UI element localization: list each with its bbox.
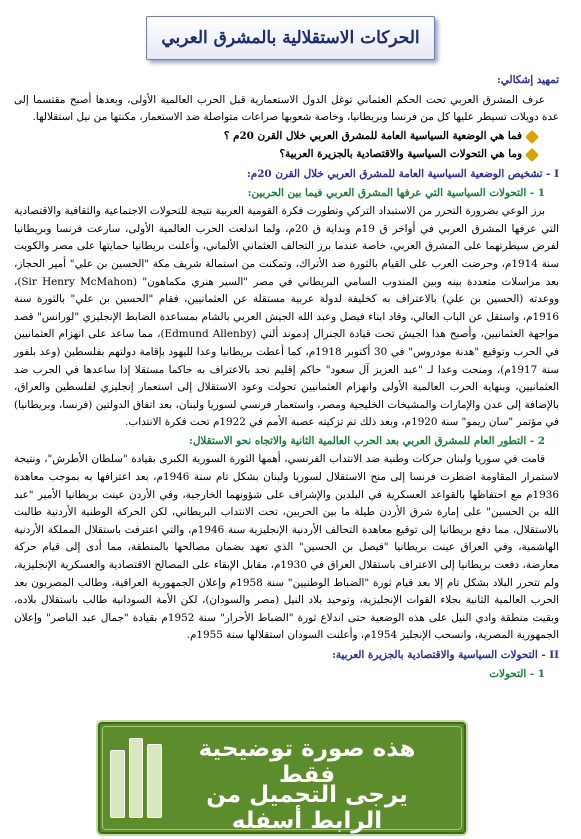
banner-line-1: هذه صورة توضيحية فقط <box>198 736 416 788</box>
books-icon <box>110 738 162 818</box>
question-2-text: وما هي التحولات السياسية والاقتصادية بالجزيرة العربية؟ <box>279 148 522 161</box>
preview-watermark-banner <box>96 720 468 836</box>
subsection-1-paragraph: برز الوعي بضرورة التحرر من الاستبداد التركي وتطورت فكرة القومية العربية نتيجة للتحولات الاجتماعية والثقافية والاقتصادية التي عرفها المشرق العربي في أواخر ق 19م وبداية ق 20م، ولما اندلعت الحرب العالمية الأولى، سارعت فرنسا وبريطانيا لفرض سيطرتهما على المشرق العربي، خاصة عندما برز التحالف العثماني الألماني، وأعلنت بريطانيا حمايتها على مصر والكويت سنة 1914م، وحرضت العرب على القيام بالثورة ضد الأتراك، وتمكنت من استمالة شريف مكة "الحسين بن علي" أمير الحجاز، بعد مراسلات متعددة بينه وبين المندوب السامي البريطاني في مصر "السير هنري مكماهون" (Sir Henry McMahon)، ووعدته (الحسين بن علي) بالاعتراف به كخليفة لدولة عربية مستقلة عن العثمانيين، فقام "الحسين بن علي" بالثورة سنة 1916م، واستقل عن الباب العالي، وقاد ابناء فيصل وعبد الله الجيش العربي بالشام بمساعدة الضابط الإنجليزي "لورانس" قصد مواجهة العثمانيين، وأصبح هذا الجيش تحت قيادة الجنرال إدموند ألني (Edmund Allenby)، مما ساعد على انهزام العثمانيين في الحرب وتوقيع "هدنة مودروس" في 30 أكتوبر 1918م، كما أعطت بريطانيا وعدا لليهود بإقامة دولتهم بفلسطين (وعد بلفور سنة 1917م)، ومنحت وعدا لـ "عبد العزيز آل سعود" حاكم إقليم نجد بالاعتراف به حاكما مستقلا إذا ساعدها في الحرب ضد العثمانيين، وبنهاية الحرب العالمية الأولى وانهزام العثمانيين تحولت وعود الاستقلال إلى استعمار إنجليزي لفلسطين والعراق، بالإضافة إلى عدن والإمارات والمشيخات الخليجية ومصر، واستعمار فرنسي لسوريا ولبنان، بعد اتفاق الدولتين (فرنسا، وبريطانيا) في مؤتمر "سان ريمو" سنة 1920م، وبعد ذلك تم تزكيته عصبة الأمم في 1922م تحت فكرة الانتداب. <box>14 205 560 429</box>
subsection-1-heading: 1 - التحولات السياسية التي عرفها المشرق العربي فيما بين الحربين: <box>247 186 545 199</box>
bullet-icon <box>525 148 539 162</box>
subsection-3-heading: 1 - التحولات <box>489 667 545 680</box>
section-2-heading: II - التحولات السياسية والاقتصادية بالجزيرة العربية: <box>332 649 559 661</box>
page-title <box>146 16 435 60</box>
bullet-icon <box>525 130 539 144</box>
question-1 <box>14 128 537 146</box>
subsection-2-paragraph: قامت في سوريا ولبنان حركات وطنية ضد الانتداب الفرنسي، أهمها الثورة السورية الكبرى بقيادة "سلطان الأطرش"، ونتيجة لاستمرار المقاومة اضطرت فرنسا إلى منح الاستقلال لسوريا ولبنان بشكل تام سنة 1946م، بعد اعترافها به بموجب معاهدة 1936م مع احتفاظها بالقواعد العسكرية في البلدين والإشراف على شؤونهما الخارجية، وفي الأردن عينت بريطانيا الأمير "عبد الله بن الحسين" على إمارة شرق الأردن طيلة ما بين الحربين، تحت الانتداب البريطاني، لكن الحركة الوطنية الأردنية طالبت بالاستقلال، مما دفع بريطانيا إلى توقيع معاهدة التحالف الأردنية الإنجليزية سنة 1946م، والتي اعترفت باستقلال المملكة الأردنية الهاشمية، وفي العراق عينت بريطانيا "فيصل بن الحسين" الذي تعهد بضمان مصالحها بالمنطقة، مما أدى إلى قيام حركة معارضة، دفعت بريطانيا إلى الاعتراف باستقلال العراق في 1930م، مقابل الإبقاء على المصالح الاقتصادية والعسكرية الإنجليزية، ولم تتحرر البلاد بشكل تام إلا بعد قيام ثورة "الضباط الوطنيين" سنة 1958م وإعلان الجمهورية العراقية، وطالب المصريون بعد الحرب العالمية الثانية بجلاء القوات الإنجليزية، وتوحيد بلاد النيل (مصر والسودان)، لكن الأمة السودانية طالب باستقلال بلاده، وبقيت منطقة وادي النيل على هذه الوضعية حتى اندلاع ثورة "الضباط الأحرار" سنة 1952م بقيادة "جمال عبد الناصر" وإعلان الجمهورية المصرية، وانسحب الإنجليز 1954م، وأعلنت السودان استقلالها سنة 1955م. <box>14 453 560 642</box>
banner-line-2: يرجى التحميل من الرابط أسفله <box>206 782 408 834</box>
document-body <box>14 72 559 684</box>
intro-label: تمهيد إشكالي: <box>496 74 559 86</box>
question-1-text: فما هي الوضعية السياسية العامة للمشرق العربي خلال القرن 20م ؟ <box>223 129 522 142</box>
section-1-heading: I - تشخيص الوضعية السياسية العامة للمشرق العربي خلال القرن 20م: <box>246 167 559 180</box>
question-2 <box>14 146 537 164</box>
subsection-2-heading: 2 - التطور العام للمشرق العربي بعد الحرب العالمية الثانية والاتجاه نحو الاستقلال: <box>189 434 545 447</box>
intro-paragraph: عرف المشرق العربي تحت الحكم العثماني توغل الدول الاستعمارية قبل الحرب العالمية الأولى، وبعدها أصبح مقتسما إلى عدة دويلات تسيطر عليها كل من فرنسا وبريطانيا، وخاصة شعوبها صراعات متواصلة ضد الاستعمار، مكنتها من نيل استقلالها. <box>14 93 559 124</box>
page-title-text: الحركات الاستقلالية بالمشرق العربي <box>161 28 420 48</box>
